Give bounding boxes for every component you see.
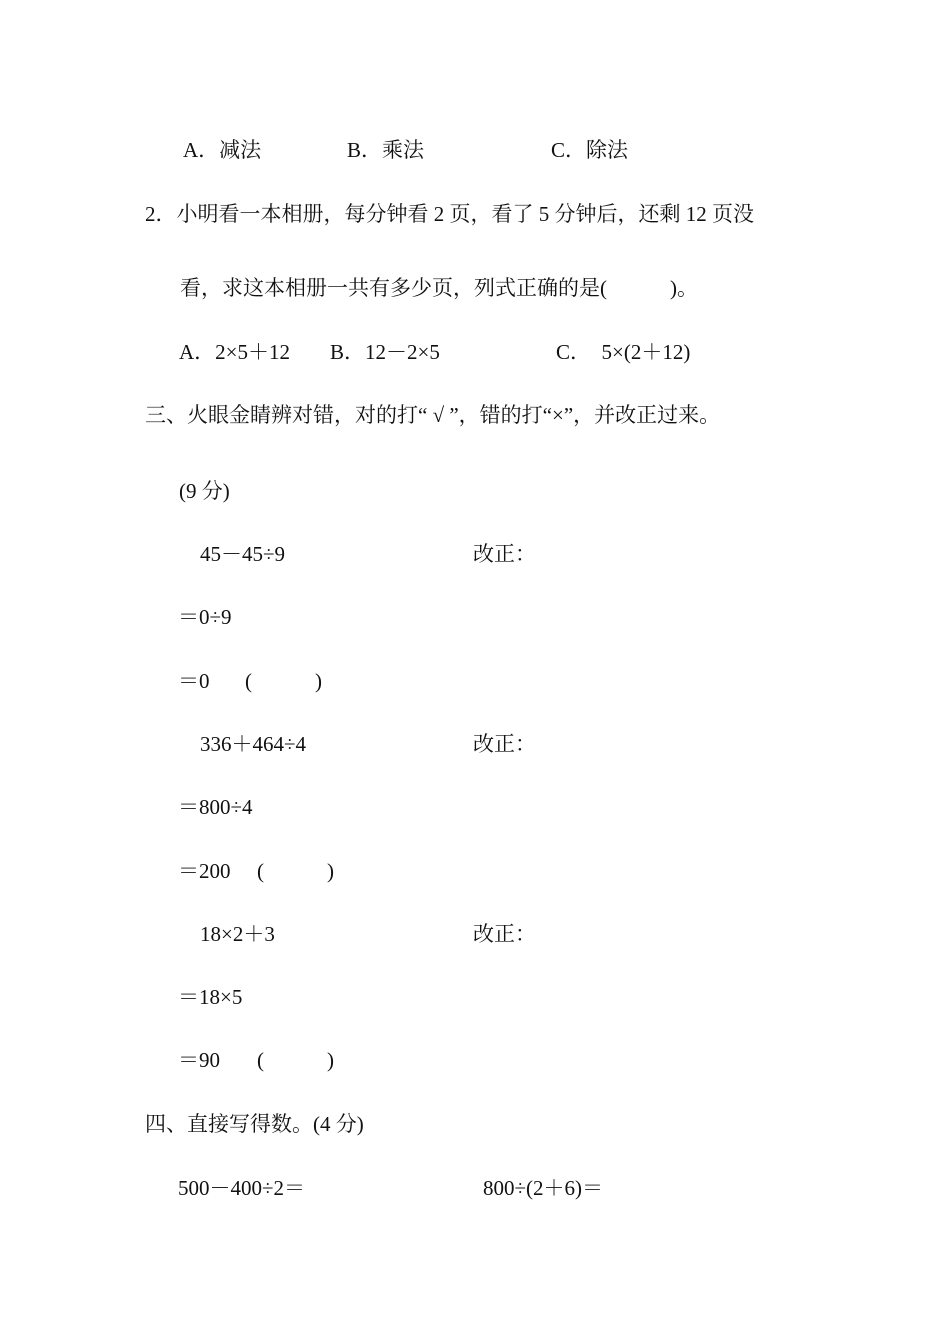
- problem1-expression: 45－45÷9: [200, 542, 286, 566]
- q2-text-line1: 2．小明看一本相册，每分钟看 2 页，看了 5 分钟后，还剩 12 页没: [145, 202, 754, 226]
- section4-item-1: 500－400÷2＝: [178, 1176, 306, 1200]
- q1-option-a: A．减法: [183, 138, 262, 162]
- problem3-answer-paren[interactable]: ( ): [257, 1048, 334, 1072]
- problem1-correction-label: 改正：: [473, 542, 536, 566]
- section4-item-2: 800÷(2＋6)＝: [483, 1176, 604, 1200]
- section4-heading: 四、直接写得数。(4 分): [145, 1112, 364, 1136]
- problem3-step1: ＝18×5: [178, 985, 243, 1009]
- q2-option-c: C． 5×(2＋12): [556, 340, 691, 364]
- problem1-step2: ＝0: [178, 669, 210, 693]
- q2-text-line2: 看，求这本相册一共有多少页，列式正确的是( )。: [180, 276, 698, 300]
- section3-score: (9 分): [179, 479, 230, 503]
- problem2-step1: ＝800÷4: [178, 795, 253, 819]
- q1-option-b: B．乘法: [347, 138, 425, 162]
- problem1-answer-paren[interactable]: ( ): [245, 669, 322, 693]
- problem2-step2: ＝200: [178, 859, 231, 883]
- problem3-expression: 18×2＋3: [200, 922, 275, 946]
- problem2-correction-label: 改正：: [473, 732, 536, 756]
- q2-option-a: A．2×5＋12: [179, 340, 291, 364]
- problem3-step2: ＝90: [178, 1048, 220, 1072]
- problem2-expression: 336＋464÷4: [200, 732, 307, 756]
- q1-option-c: C．除法: [551, 138, 629, 162]
- problem1-step1: ＝0÷9: [178, 605, 232, 629]
- section3-heading: 三、火眼金睛辨对错，对的打“ √ ”，错的打“×”，并改正过来。: [145, 403, 721, 427]
- q2-option-b: B．12－2×5: [330, 340, 440, 364]
- problem2-answer-paren[interactable]: ( ): [257, 859, 334, 883]
- problem3-correction-label: 改正：: [473, 922, 536, 946]
